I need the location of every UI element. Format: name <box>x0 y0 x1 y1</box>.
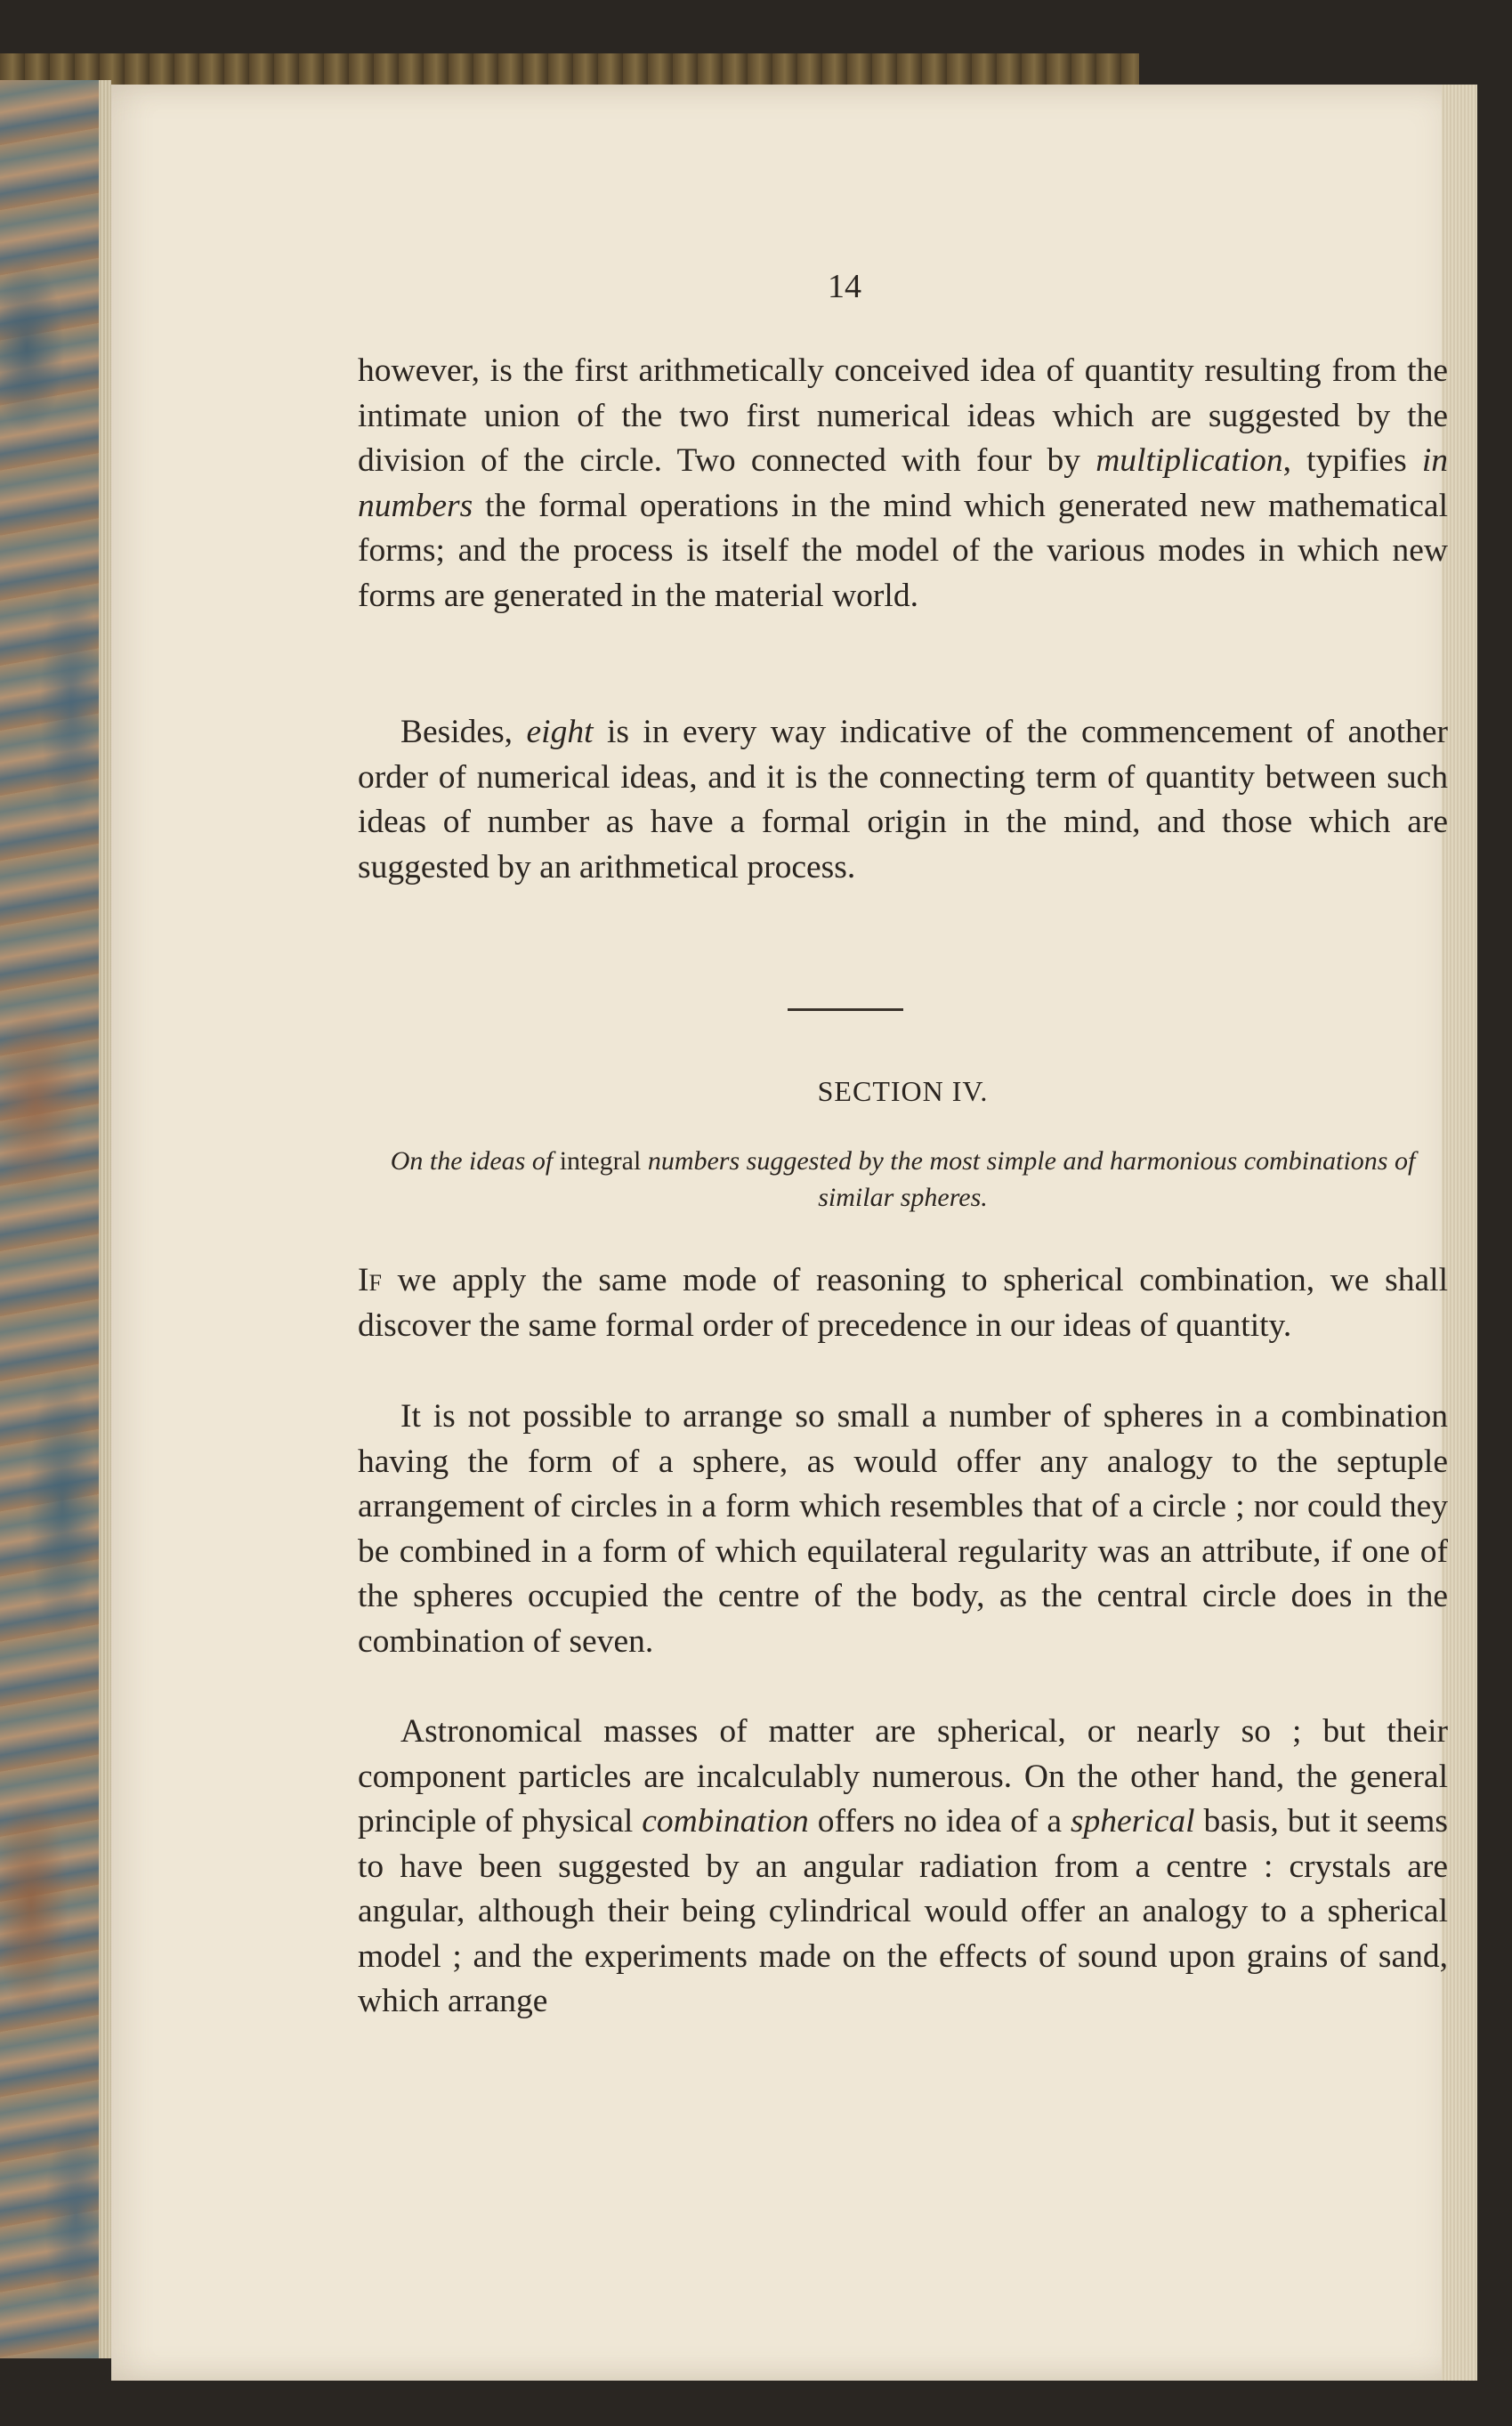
paragraph-3-lead-word: If <box>358 1262 382 1298</box>
paragraph-3-text: we apply the same mode of reasoning to spherical combination, we shall discover the same formal order of precedence in our ideas of quantity. <box>358 1262 1448 1344</box>
page-number: 14 <box>828 268 861 305</box>
paragraph-5-emphasis-b: spherical <box>1070 1803 1195 1840</box>
paragraph-5-text-b: offers no idea of a <box>808 1803 1071 1840</box>
paragraph-2 <box>358 710 1448 890</box>
paragraph-5-text-a: Astronomical masses of matter are spherical, or nearly so ; but their component particles are incalculably numerous. On the other hand, the general principle of physical <box>358 1713 1448 1840</box>
section-subtitle <box>358 1143 1448 1216</box>
paragraph-1-text-a: however, is the first arithmetically conceived idea of quantity resulting from the intimate union of the two first numerical ideas which are suggested by the division of the circle. Two connected with four by <box>358 352 1448 479</box>
paragraph-1-text-c: the formal operations in the mind which generated new mathematical forms; and the process is itself the model of the various modes in which new forms are generated in the material world. <box>358 487 1448 614</box>
paragraph-1 <box>358 349 1448 619</box>
section-subtitle-text-b: numbers suggested by the most simple and harmonious combinations of similar spheres. <box>641 1146 1416 1212</box>
paragraph-5 <box>358 1710 1448 2025</box>
paragraph-5-text-c: basis, but it seems to have been suggested by an angular radiation from a centre : crystals are angular, although their being cylindrical would offer an analogy to a spherical model ; and the experiments made on the effects of sound upon grains of sand, which arrange <box>358 1803 1448 2019</box>
section-subtitle-roman: integral <box>559 1146 642 1176</box>
gilded-top-edge <box>0 53 1139 89</box>
paragraph-1-text-b: , typifies <box>1282 442 1422 479</box>
paragraph-1-emphasis-a: multiplication <box>1096 442 1283 479</box>
marbled-page-edge <box>0 80 111 2358</box>
paragraph-4 <box>358 1395 1448 1664</box>
paragraph-1-emphasis-b: in numbers <box>358 442 1449 524</box>
section-heading: SECTION IV. <box>817 1075 989 1107</box>
paragraph-3 <box>358 1258 1448 1348</box>
paragraph-2-emphasis: eight <box>526 714 594 750</box>
paragraph-2-text-a: Besides, <box>400 714 527 750</box>
paragraph-5-emphasis-a: combination <box>642 1803 809 1840</box>
section-divider <box>788 1008 903 1011</box>
section-subtitle-text-a: On the ideas of <box>390 1146 560 1176</box>
paragraph-4-text: It is not possible to arrange so small a number of spheres in a combination having the form of a sphere, as would offer any analogy to the septuple arrangement of circles in a form which resembles that of a circle ; nor could they be combined in a form of which equilateral regularity was an attribute, if one of the spheres occupied the centre of the body, as the central circle does in the combination of seven. <box>358 1398 1448 1660</box>
paragraph-2-text-b: is in every way indicative of the commencement of another order of numerical ideas, and it is the connecting term of quantity between such ideas of number as have a formal origin in the mind, and those which are suggested by an arithmetical process. <box>358 714 1448 885</box>
